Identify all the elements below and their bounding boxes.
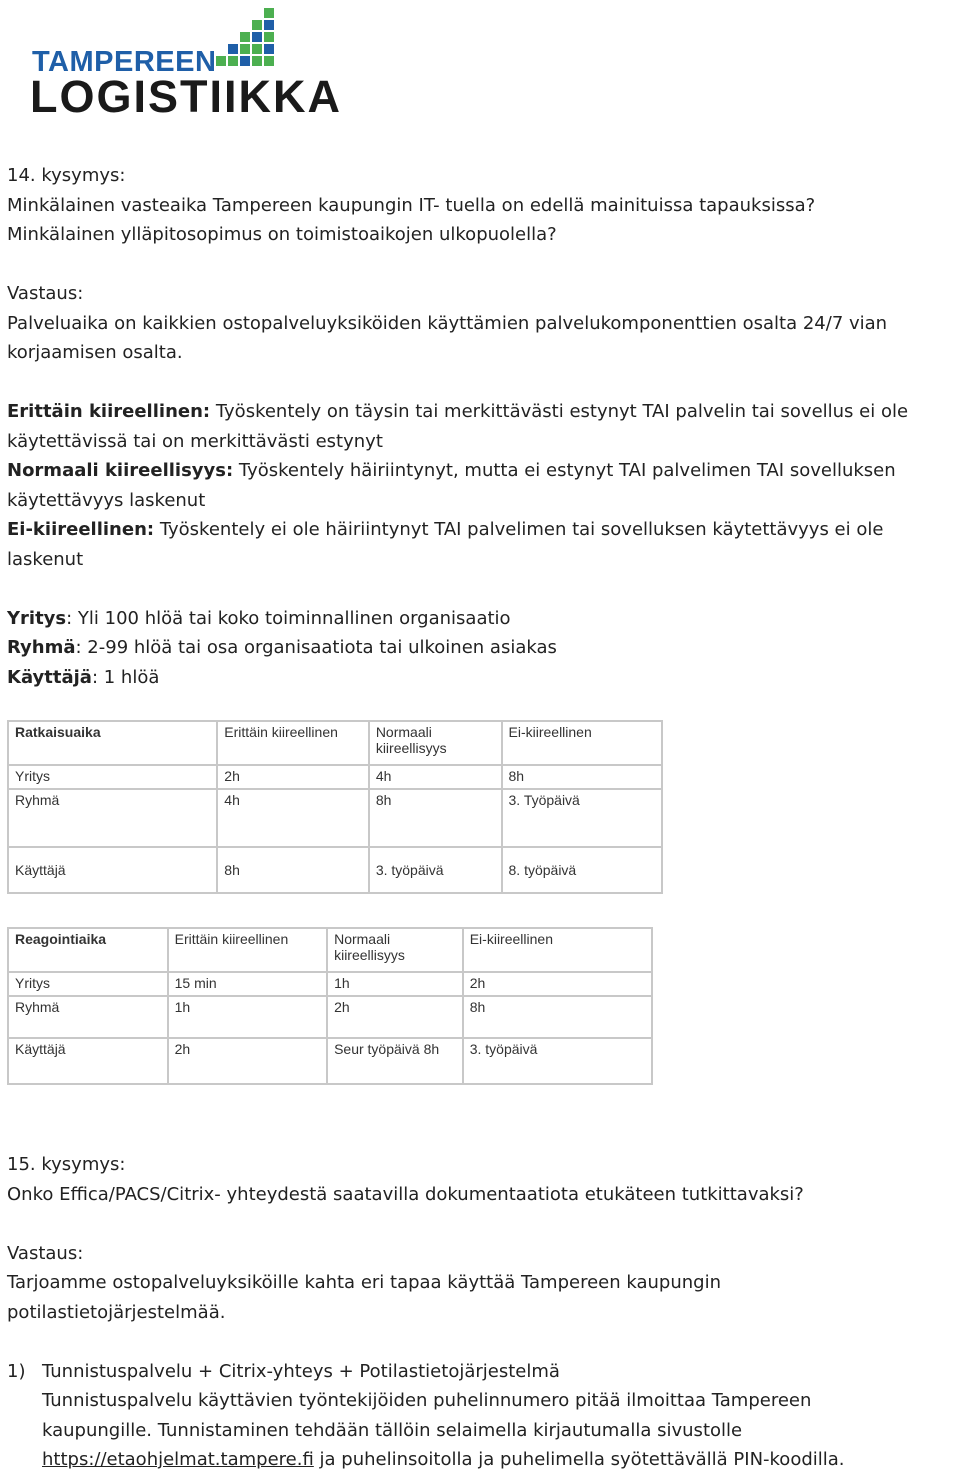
q14-answer-1: Palveluaika on kaikkien ostopalveluyksiköiden käyttämien palvelukomponenttien osalta 24/7 vian [7, 312, 888, 334]
table-header-row [8, 928, 652, 972]
table-cell: 3. työpäivä [463, 1038, 652, 1084]
list-item-line-3: https://etaohjelmat.tampere.fi ja puhelinsoitolla ja puhelimella syötettävällä PIN-koodilla. [42, 1449, 845, 1470]
section-q14 [7, 161, 957, 692]
table-cell: 3. työpäivä [369, 847, 502, 893]
list-item-line-2: kaupungille. Tunnistaminen tehdään tällöin selaimella kirjautumalla sivustolle [42, 1419, 743, 1441]
table-cell: 2h [327, 996, 463, 1038]
company-logo [30, 8, 342, 122]
list-item-number: 1) [7, 1360, 26, 1382]
table-header-cell: Erittäin kiireellinen [168, 928, 327, 972]
scope-company-label: Yritys [7, 607, 67, 629]
q14-question-2: Minkälainen ylläpitosopimus on toimistoaikojen ulkopuolella? [7, 224, 557, 245]
q14-answer-label: Vastaus: [7, 283, 84, 304]
definition-normal-label: Normaali kiireellisyys: [7, 460, 234, 481]
q14-answer-2: korjaamisen osalta. [7, 342, 183, 363]
table-row [8, 847, 662, 893]
definition-normal-cont: käytettävyys laskenut [7, 489, 206, 511]
table-header-cell: Reagointiaika [8, 928, 168, 972]
q15-answer-1: Tarjoamme ostopalveluyksiköille kahta eri tapaa käyttää Tampereen kaupungin [7, 1272, 721, 1293]
table-cell: 8h [217, 847, 369, 893]
definition-normal: Normaali kiireellisyys: Työskentely häiriintynyt, mutta ei estynyt TAI palvelimen TAI sovelluksen [7, 460, 896, 481]
list-item-1 [7, 1357, 957, 1387]
table-header-cell: Normaali kiireellisyys [369, 721, 502, 765]
table-cell: 4h [369, 765, 502, 789]
q14-question-1: Minkälainen vasteaika Tampereen kaupungin IT- tuella on edellä mainituissa tapauksissa? [7, 194, 816, 216]
table-cell: 2h [463, 972, 652, 996]
logo-text-bottom: LOGISTIIKKA [30, 71, 342, 122]
scope-user-label: Käyttäjä [7, 666, 92, 688]
table-header-row [8, 721, 662, 765]
q15-answer-2: potilastietojärjestelmää. [7, 1301, 226, 1323]
definition-urgent-cont: käytettävissä tai on merkittävästi estynyt [7, 430, 383, 452]
table-cell: Seur työpäivä 8h [327, 1038, 463, 1084]
table-header-cell: Ei-kiireellinen [463, 928, 652, 972]
table-cell: Käyttäjä [8, 847, 217, 893]
q14-title: 14. kysymys: [7, 165, 126, 186]
table-cell: 8h [502, 765, 663, 789]
table-cell: 1h [168, 996, 327, 1038]
table-header-cell: Ei-kiireellinen [502, 721, 663, 765]
table-row [8, 972, 652, 996]
table-row [8, 765, 662, 789]
table-cell: 2h [217, 765, 369, 789]
table-cell: Ryhmä [8, 996, 168, 1038]
table-header-cell: Normaali kiireellisyys [327, 928, 463, 972]
table-cell: Ryhmä [8, 789, 217, 847]
table-cell: Yritys [8, 972, 168, 996]
q15-title: 15. kysymys: [7, 1154, 126, 1175]
logo-text-top: TAMPEREEN [32, 46, 217, 78]
definition-nonurgent: Ei-kiireellinen: Työskentely ei ole häiriintynyt TAI palvelimen tai sovelluksen käytettävyys ei ole [7, 519, 884, 540]
table-cell: 8. työpäivä [502, 847, 663, 893]
response-time-table [7, 927, 653, 1085]
table-header-cell: Erittäin kiireellinen [217, 721, 369, 765]
table-cell: 15 min [168, 972, 327, 996]
list-item-line-1: Tunnistuspalvelu käyttävien työntekijöiden puhelinnumero pitää ilmoittaa Tampereen [42, 1390, 812, 1411]
section-q15 [7, 1150, 957, 1475]
definition-urgent: Erittäin kiireellinen: Työskentely on täysin tai merkittävästi estynyt TAI palvelin tai sovellus ei ole [7, 401, 909, 422]
resolution-time-table [7, 720, 663, 894]
definition-urgent-label: Erittäin kiireellinen: [7, 401, 211, 422]
definition-nonurgent-label: Ei-kiireellinen: [7, 519, 155, 540]
etaohjelmat-link[interactable]: https://etaohjelmat.tampere.fi [42, 1449, 314, 1470]
definition-nonurgent-cont: laskenut [7, 548, 84, 570]
list-item-title: Tunnistuspalvelu + Citrix-yhteys + Potilastietojärjestelmä [42, 1360, 560, 1382]
table-cell: Käyttäjä [8, 1038, 168, 1084]
table-cell: Yritys [8, 765, 217, 789]
table-cell: 8h [463, 996, 652, 1038]
table-row [8, 996, 652, 1038]
scope-group-label: Ryhmä [7, 637, 76, 658]
table-row [8, 789, 662, 847]
table-header-cell: Ratkaisuaika [8, 721, 217, 765]
scope-user: Käyttäjä: 1 hlöä [7, 666, 160, 688]
scope-company: Yritys: Yli 100 hlöä tai koko toiminnallinen organisaatio [7, 607, 511, 629]
q15-answer-label: Vastaus: [7, 1242, 84, 1264]
table-row [8, 1038, 652, 1084]
table-cell: 4h [217, 789, 369, 847]
scope-group: Ryhmä: 2-99 hlöä tai osa organisaatiota tai ulkoinen asiakas [7, 637, 557, 658]
q15-question: Onko Effica/PACS/Citrix- yhteydestä saatavilla dokumentaatiota etukäteen tutkittavaksi? [7, 1183, 804, 1205]
table-cell: 1h [327, 972, 463, 996]
table-cell: 3. Työpäivä [502, 789, 663, 847]
table-cell: 8h [369, 789, 502, 847]
table-cell: 2h [168, 1038, 327, 1084]
